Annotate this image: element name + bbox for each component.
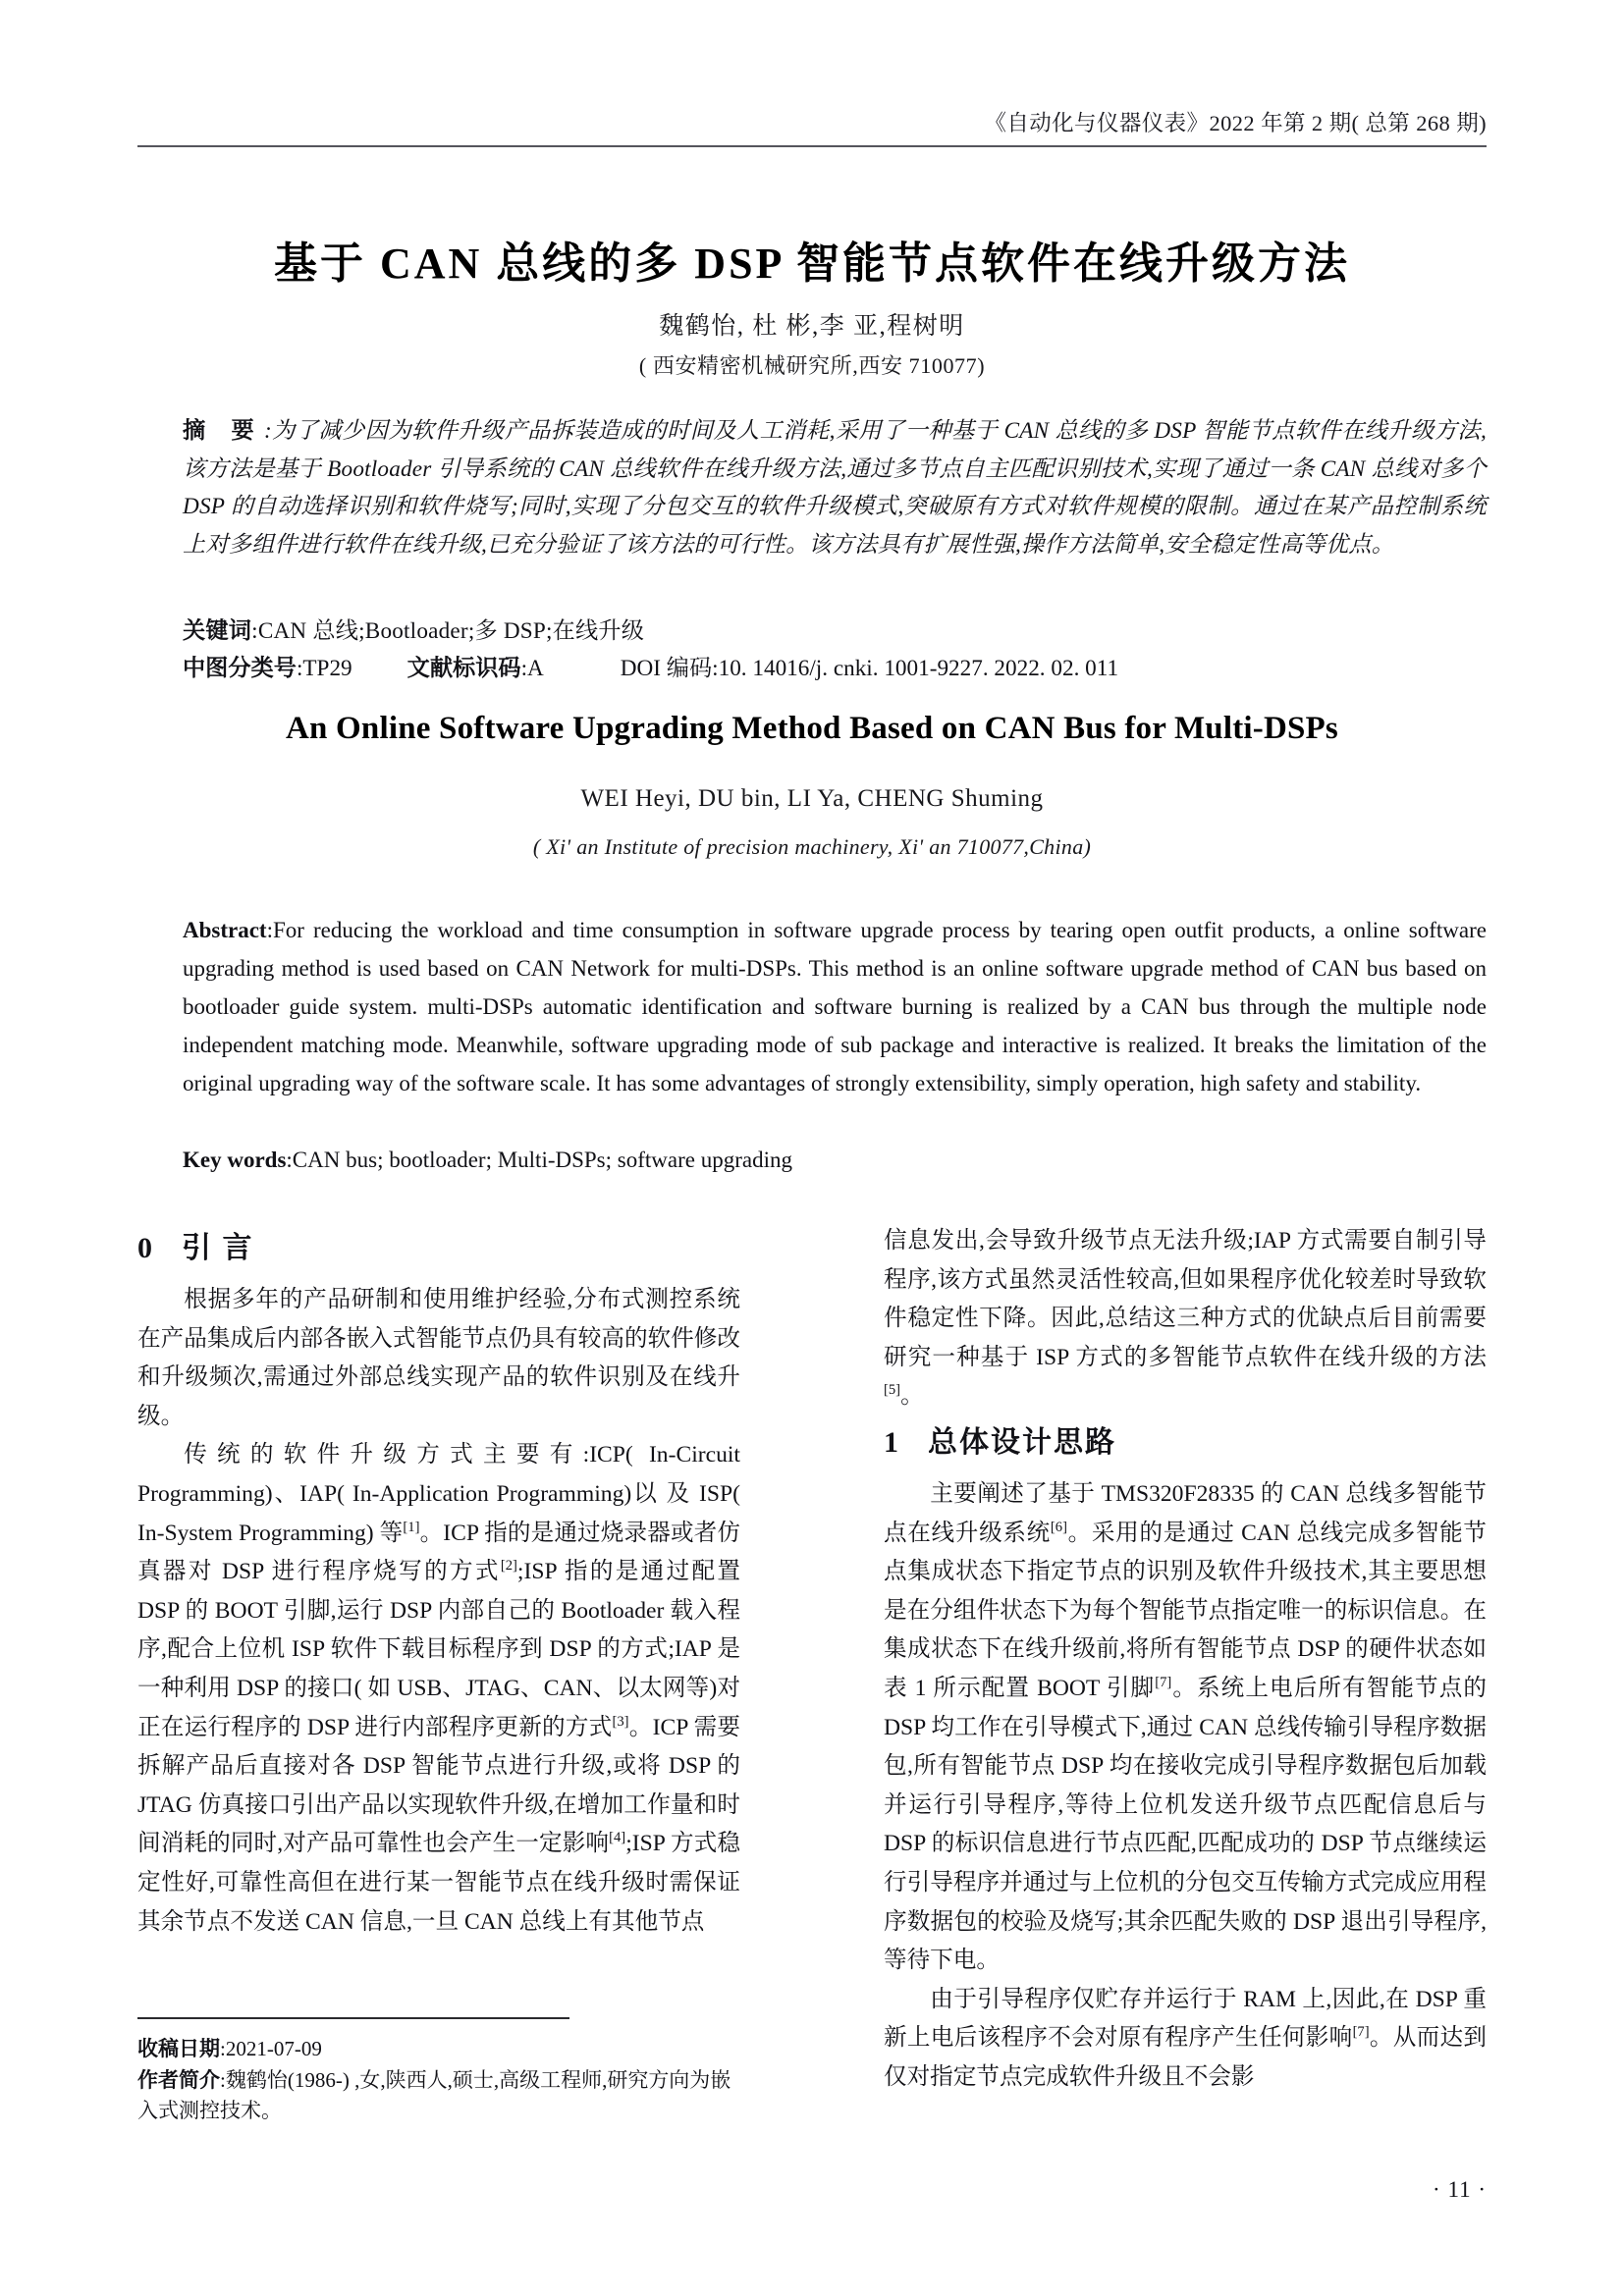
author-bio-label: 作者简介 (137, 2067, 220, 2092)
authors-chinese: 魏鹤怡, 杜 彬,李 亚,程树明 (659, 313, 965, 340)
paragraph-part: 。 (900, 1383, 924, 1410)
keywords-chinese (183, 613, 1487, 650)
abstract-english-label: Abstract (183, 918, 267, 942)
doi-label: DOI 编码 (620, 656, 713, 681)
section-heading-1 (884, 1416, 1487, 1469)
body-column-right (884, 1222, 1487, 2097)
running-head: 《自动化与仪器仪表》2022 年第 2 期( 总第 268 期) (984, 111, 1487, 135)
paragraph-part: 。ICP 指的是通过烧录器或者仿真器对 DSP 进行程序烧写的方式 (137, 1520, 740, 1585)
received-date-label: 收稿日期 (137, 2037, 220, 2060)
paragraph-part: 传统的软件升级方式主要有:ICP( In-Circuit Programming)、IAP( In-Application Programming)以 及 ISP( In-System Programming) 等 (137, 1442, 740, 1546)
paragraph (884, 1981, 1487, 2098)
paragraph-part: 由于引导程序仅贮存并运行于 RAM 上,因此,在 DSP 重新上电后该程序不会对原有程序产生任何影响 (884, 1986, 1487, 2052)
paragraph: 根据多年的产品研制和使用维护经验,分布式测控系统在产品集成后内部各嵌入式智能节点仍具有较高的软件修改和升级频次,需通过外部总线实现产品的软件识别及在线升级。 (137, 1287, 740, 1429)
keywords-english-label: Key words (183, 1148, 287, 1172)
clc-value: :TP29 (296, 656, 352, 681)
section-number-1: 1 (884, 1425, 900, 1459)
abstract-chinese-text: :为了减少因为软件升级产品拆装造成的时间及人工消耗,采用了一种基于 CAN 总线的多 DSP 智能节点软件在线升级方法,该方法是基于 Bootloader 引导系统的 CAN 总线软件在线升级方法,通过多节点自主匹配识别技术,实现了通过一条 CAN 总线对多个 DSP 的自动选择识别和软件烧写;同时,实现了分包交互的软件升级模式,突破原有方式对软件规模的限制。通过在某产品控制系统上对多组件进行软件在线升级,已充分验证了该方法的可行性。该方法具有扩展性强,操作方法简单,安全稳定性高等优点。 (183, 418, 1488, 558)
received-date-value: :2021-07-09 (220, 2037, 322, 2060)
body-column-left (137, 1222, 740, 1942)
paragraph-part: 。ICP 需要拆解产品后直接对各 DSP 智能节点进行升级,或将 DSP 的 JTAG 仿真接口引出产品以实现软件升级,在增加工作量和时间消耗的同时,对产品可靠性也会产生一定影响 (137, 1714, 741, 1857)
citation-ref: [7] (1155, 1675, 1172, 1691)
section-title-0: 引 言 (182, 1232, 254, 1264)
citation-ref: [3] (612, 1713, 629, 1730)
document-code-label: 文献标识码 (406, 656, 521, 681)
paragraph-part: 。从而达到仅对指定节点完成软件升级且不会影 (884, 2025, 1488, 2090)
paragraph (884, 1222, 1487, 1416)
abstract-chinese-label: 摘 要 (183, 418, 264, 444)
paragraph (137, 1436, 740, 1942)
affiliation-chinese: ( 西安精密机械研究所,西安 710077) (638, 353, 986, 378)
section-heading-0 (137, 1222, 740, 1275)
paragraph-part: ;ISP 指的是通过配置 DSP 的 BOOT 引脚,运行 DSP 内部自己的 Bootloader 载入程序,配合上位机 ISP 软件下载目标程序到 DSP 的方式;IAP 是 一种利用 DSP 的接口( 如 USB、JTAG、CAN、以太网等)对正在运行程序的 DSP 进行内部程序更新的方式 (137, 1559, 740, 1740)
abstract-english (183, 911, 1487, 1102)
citation-ref: [5] (884, 1382, 901, 1399)
paragraph-part: 。采用的是通过 CAN 总线完成多智能节点集成状态下指定节点的识别及软件升级技术,其主要思想是在分组件状态下为每个智能节点指定唯一的标识信息。在集成状态下在线升级前,将所有智能节点 DSP 的硬件状态如表 1 所示配置 BOOT 引脚 (884, 1520, 1487, 1701)
page-number: · 11 · (1433, 2177, 1487, 2202)
citation-ref: [6] (1050, 1519, 1067, 1535)
paragraph (884, 1475, 1487, 1981)
abstract-chinese (183, 412, 1487, 563)
received-date-line (137, 2034, 746, 2065)
footnote-block (137, 2034, 746, 2127)
paragraph-part: ;ISP 方式稳定性好,可靠性高但在进行某一智能节点在线升级时需保证其余节点不发送 CAN 信息,一旦 CAN 总线上有其他节点 (137, 1831, 740, 1935)
header-divider (137, 145, 1487, 147)
citation-ref: [2] (500, 1558, 517, 1575)
authors-english: WEI Heyi, DU bin, LI Ya, CHENG Shuming (580, 785, 1044, 812)
doi-value: :10. 14016/j. cnki. 1001-9227. 2022. 02. 011 (712, 656, 1119, 681)
title-english: An Online Software Upgrading Method Based on CAN Bus for Multi-DSPs (286, 711, 1338, 746)
citation-ref: [4] (609, 1830, 626, 1846)
footnote-divider (137, 2017, 569, 2019)
author-bio-line (137, 2065, 746, 2127)
keywords-chinese-text: :CAN 总线;Bootloader;多 DSP;在线升级 (251, 618, 645, 644)
section-number-0: 0 (137, 1232, 154, 1264)
clc-label: 中图分类号 (183, 656, 297, 681)
classification-line (183, 650, 1487, 687)
citation-ref: [7] (1352, 2024, 1370, 2041)
citation-ref: [1] (403, 1519, 420, 1535)
keywords-english (183, 1141, 1487, 1179)
document-code-value: :A (520, 656, 544, 681)
keywords-chinese-label: 关键词 (183, 618, 252, 644)
author-bio-value: :魏鹤怡(1986-) ,女,陕西人,硕士,高级工程师,研究方向为嵌入式测控技术。 (137, 2067, 731, 2122)
paragraph-part: 信息发出,会导致升级节点无法升级;IAP 方式需要自制引导程序,该方式虽然灵活性较高,但如果程序优化较差时导致软件稳定性下降。因此,总结这三种方式的优缺点后目前需要研究一种基于 ISP 方式的多智能节点软件在线升级的方法 (884, 1228, 1487, 1370)
page-title: 基于 CAN 总线的多 DSP 智能节点软件在线升级方法 (273, 240, 1351, 288)
section-title-1: 总体设计思路 (928, 1425, 1116, 1459)
affiliation-english: ( Xi' an Institute of precision machinery, Xi' an 710077,China) (532, 834, 1092, 859)
abstract-english-text: :For reducing the workload and time consumption in software upgrade process by tearing open outfit products, a online software upgrading method is used based on CAN Network for multi-DSPs. This method is an online software upgrade method of CAN bus based on bootloader guide system. multi-DSPs automatic identification and software burning is realized by a CAN bus through the multiple node independent matching mode. Meanwhile, software upgrading mode of sub package and interactive is realized. It breaks the limitation of the original upgrading way of the software scale. It has some advantages of strongly extensibility, simply operation, high safety and stability. (183, 918, 1487, 1095)
keywords-english-text: :CAN bus; bootloader; Multi-DSPs; software upgrading (286, 1148, 792, 1172)
paragraph-part: 主要阐述了基于 TMS320F28335 的 CAN 总线多智能节点在线升级系统 (884, 1480, 1487, 1546)
paragraph-part: 。系统上电后所有智能节点的 DSP 均工作在引导模式下,通过 CAN 总线传输引导程序数据包,所有智能节点 DSP 均在接收完成引导程序数据包后加载并运行引导程序,等待上位机发送升级节点匹配信息后与 DSP 的标识信息进行节点匹配,匹配成功的 DSP 节点继续运行引导程序并通过与上位机的分包交互传输方式完成应用程序数据包的校验及烧写;其余匹配失败的 DSP 退出引导程序,等待下电。 (884, 1675, 1487, 1974)
